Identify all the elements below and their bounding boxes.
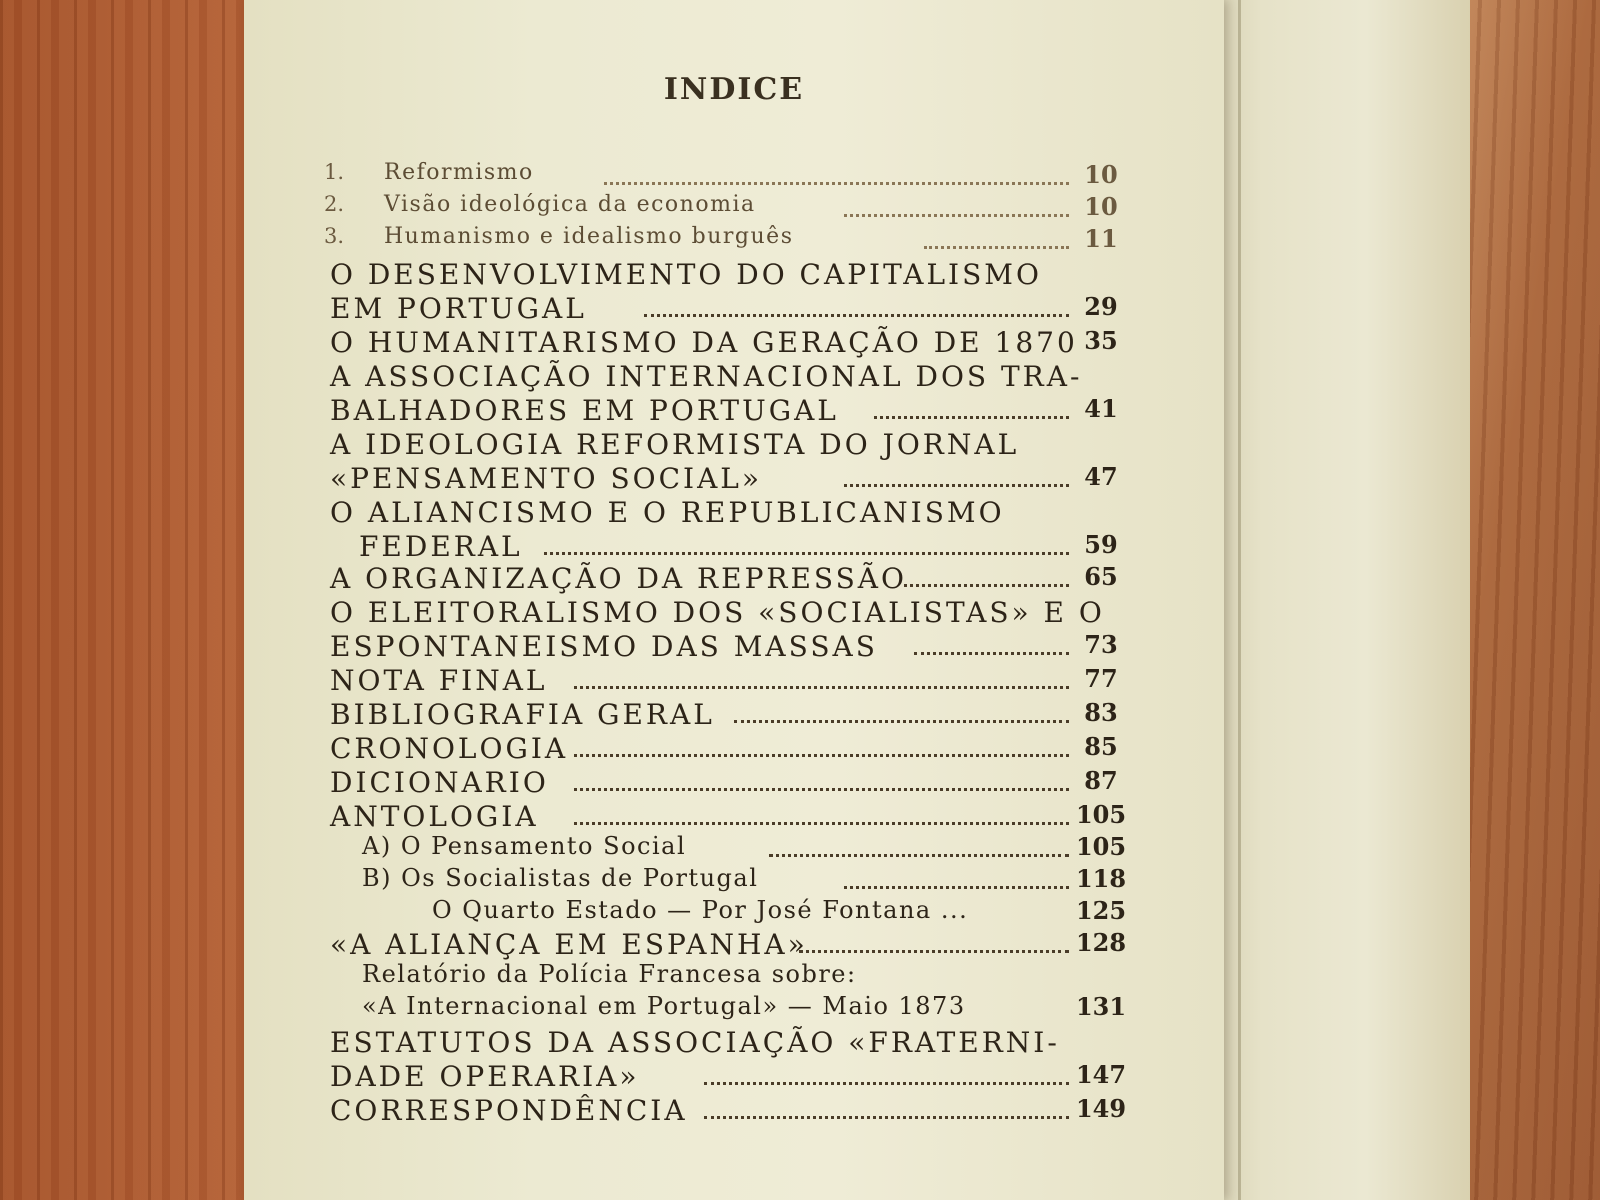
toc-entry-title: O Quarto Estado — Por José Fontana ... (432, 896, 969, 924)
toc-dot-leader (844, 886, 1069, 889)
toc-dot-leader (769, 854, 1069, 857)
toc-dot-leader (914, 652, 1069, 655)
toc-entry-number: 1. (324, 160, 345, 184)
toc-dot-leader (844, 484, 1069, 487)
toc-page-number: 41 (1084, 394, 1118, 423)
toc-page-number: 131 (1075, 992, 1127, 1021)
toc-dot-leader (924, 246, 1069, 249)
toc-page-number: 73 (1084, 630, 1118, 659)
toc-dot-leader (734, 720, 1069, 723)
toc-entry (316, 630, 1136, 664)
toc-page-number: 149 (1075, 1094, 1127, 1123)
toc-entry (316, 992, 1136, 1026)
toc-entry (316, 832, 1136, 866)
toc-page-number: 10 (1084, 192, 1118, 221)
toc-entry-title: FEDERAL (359, 530, 523, 563)
toc-dot-leader (874, 416, 1069, 419)
toc-entry-title: A ORGANIZAÇÃO DA REPRESSÃO (330, 562, 907, 595)
toc-dot-leader (574, 686, 1069, 689)
toc-page-number: 65 (1084, 562, 1118, 591)
toc-entry-title: Relatório da Polícia Francesa sobre: (362, 960, 857, 988)
toc-entry-title: O ALIANCISMO E O REPUBLICANISMO (330, 496, 1005, 529)
toc-entry (316, 326, 1136, 360)
toc-entry (316, 530, 1136, 564)
toc-dot-leader (574, 822, 1069, 825)
cover-edge (1238, 0, 1241, 1200)
toc-entry-title: A) O Pensamento Social (362, 832, 687, 860)
toc-page-number: 128 (1075, 928, 1127, 957)
toc-page-number: 85 (1084, 732, 1118, 761)
toc-dot-leader (544, 552, 1069, 555)
toc-entry (316, 800, 1136, 834)
toc-page-number: 35 (1084, 326, 1118, 355)
toc-entry (316, 258, 1136, 292)
toc-dot-leader (799, 950, 1069, 953)
toc-page-number: 77 (1084, 664, 1118, 693)
toc-entry (316, 160, 1136, 194)
page-title: INDICE (663, 72, 805, 107)
toc-entry (316, 1060, 1136, 1094)
toc-entry-title: Reformismo (384, 160, 534, 185)
toc-entry-title: NOTA FINAL (330, 664, 548, 697)
toc-entry (316, 732, 1136, 766)
toc-page-number: 118 (1075, 864, 1127, 893)
toc-page-number: 87 (1084, 766, 1118, 795)
toc-entry (316, 596, 1136, 630)
toc-page-number: 11 (1084, 224, 1118, 253)
book-back-cover (1210, 0, 1470, 1200)
toc-entry-title: O DESENVOLVIMENTO DO CAPITALISMO (330, 258, 1042, 291)
toc-page-number: 125 (1075, 896, 1127, 925)
toc-dot-leader (704, 1116, 1069, 1119)
toc-entry-title: Humanismo e idealismo burguês (384, 224, 794, 249)
toc-entry-title: Visão ideológica da economia (384, 192, 756, 217)
toc-entry-title: «A ALIANÇA EM ESPANHA» (330, 928, 808, 961)
toc-entry (316, 562, 1136, 596)
toc-entry (316, 960, 1136, 994)
toc-dot-leader (574, 788, 1069, 791)
toc-entry (316, 192, 1136, 226)
toc-page-number: 29 (1084, 292, 1118, 321)
toc-entry (316, 1026, 1136, 1060)
toc-entry-title: ANTOLOGIA (330, 800, 539, 833)
toc-entry-number: 3. (324, 224, 345, 248)
wood-surface (0, 0, 250, 1200)
toc-entry (316, 896, 1136, 930)
toc-entry-title: O ELEITORALISMO DOS «SOCIALISTAS» E O (330, 596, 1105, 629)
toc-entry-title: BALHADORES EM PORTUGAL (330, 394, 839, 427)
toc-entry-title: CORRESPONDÊNCIA (330, 1094, 688, 1127)
toc-page-number: 83 (1084, 698, 1118, 727)
toc-entry (316, 1094, 1136, 1128)
toc-entry-title: DICIONARIO (330, 766, 549, 799)
toc-entry-title: A IDEOLOGIA REFORMISTA DO JORNAL (330, 428, 1020, 461)
toc-dot-leader (644, 314, 1069, 317)
toc-entry-title: EM PORTUGAL (330, 292, 587, 325)
toc-dot-leader (604, 182, 1069, 185)
toc-entry (316, 864, 1136, 898)
toc-dot-leader (904, 584, 1069, 587)
toc-page-number: 47 (1084, 462, 1118, 491)
toc-dot-leader (704, 1082, 1069, 1085)
toc-entry-number: 2. (324, 192, 345, 216)
toc-entry-title: «A Internacional em Portugal» — Maio 1873 (362, 992, 966, 1020)
toc-page-number: 105 (1075, 800, 1127, 829)
toc-entry (316, 766, 1136, 800)
toc-page-number: 105 (1075, 832, 1127, 861)
toc-entry-title: BIBLIOGRAFIA GERAL (330, 698, 715, 731)
book-page (244, 0, 1224, 1200)
toc-entry-title: CRONOLOGIA (330, 732, 569, 765)
toc-entry (316, 428, 1136, 462)
toc-entry (316, 224, 1136, 258)
toc-dot-leader (574, 754, 1069, 757)
toc-entry-title: ESPONTANEISMO DAS MASSAS (330, 630, 878, 663)
toc-entry (316, 292, 1136, 326)
toc-dot-leader (844, 214, 1069, 217)
toc-entry (316, 698, 1136, 732)
toc-entry (316, 664, 1136, 698)
toc-entry-title: «PENSAMENTO SOCIAL» (330, 462, 763, 495)
toc-entry (316, 360, 1136, 394)
toc-page-number: 59 (1084, 530, 1118, 559)
toc-entry-title: DADE OPERARIA» (330, 1060, 640, 1093)
toc-entry (316, 462, 1136, 496)
toc-entry (316, 928, 1136, 962)
toc-entry (316, 394, 1136, 428)
toc-page-number: 147 (1075, 1060, 1127, 1089)
toc-entry (316, 496, 1136, 530)
toc-entry-title: B) Os Socialistas de Portugal (362, 864, 759, 892)
toc-page-number: 10 (1084, 160, 1118, 189)
toc-entry-title: O HUMANITARISMO DA GERAÇÃO DE 1870 (330, 326, 1078, 359)
toc-entry-title: A ASSOCIAÇÃO INTERNACIONAL DOS TRA- (330, 360, 1083, 393)
toc-entry-title: ESTATUTOS DA ASSOCIAÇÃO «FRATERNI- (330, 1026, 1060, 1059)
